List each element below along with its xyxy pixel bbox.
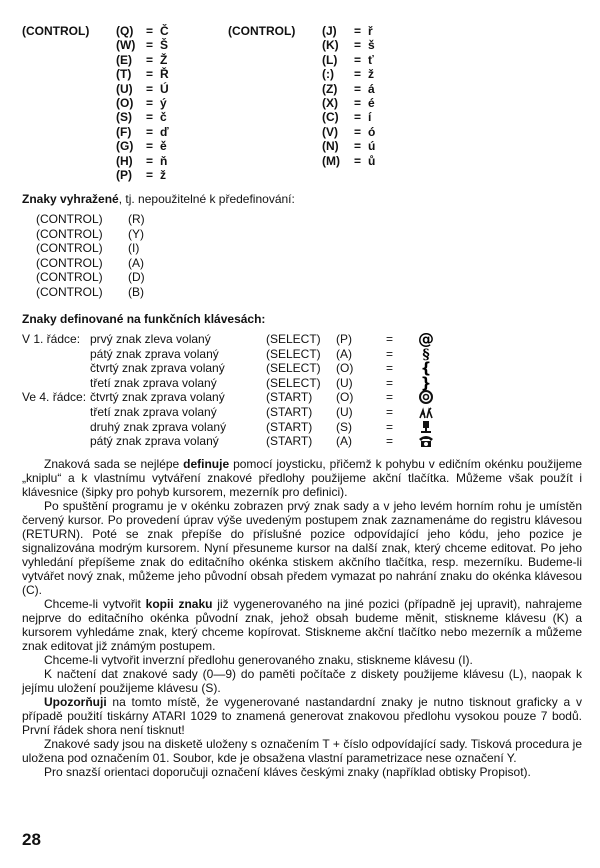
- key-code: (M): [322, 153, 340, 168]
- function-key: (START): [266, 390, 313, 405]
- control-label: (CONTROL): [22, 24, 90, 38]
- copyright-icon: [418, 389, 434, 405]
- equals-sign: =: [354, 139, 362, 154]
- mapped-char: ý: [160, 96, 167, 110]
- equals-sign: =: [386, 434, 394, 449]
- reserved-key: (B): [128, 285, 144, 299]
- equals-sign: =: [386, 361, 394, 376]
- reserved-heading-bold: Znaky vyhražené: [22, 192, 119, 206]
- equals-sign: =: [386, 332, 394, 346]
- key-code: (O): [116, 96, 134, 110]
- equals-sign: =: [354, 96, 362, 110]
- mapped-char: í: [368, 110, 372, 125]
- svg-text:@: @: [418, 331, 434, 347]
- function-key: (START): [266, 405, 313, 419]
- key-description: druhý znak zprava volaný: [90, 419, 227, 434]
- key-code: (N): [322, 139, 339, 154]
- page-number: 28: [22, 830, 41, 849]
- equals-sign: =: [146, 52, 154, 67]
- reserved-key: (A): [128, 255, 144, 270]
- reserved-control: (CONTROL): [36, 226, 103, 241]
- equals-sign: =: [354, 110, 362, 125]
- key-code: (G): [116, 139, 134, 154]
- key-code: (H): [116, 153, 133, 168]
- function-key: (START): [266, 419, 313, 434]
- equals-sign: =: [354, 38, 362, 53]
- svg-text:§: §: [422, 346, 430, 362]
- key-code: (X): [322, 96, 338, 110]
- key-code: (:): [322, 67, 334, 82]
- key-description: pátý znak zprava volaný: [90, 434, 219, 449]
- reserved-key: (Y): [128, 226, 144, 241]
- text-run: Znaková sada se nejlépe: [44, 457, 184, 471]
- text-run-bold: kopii znaku: [145, 597, 213, 611]
- paragraph: Chceme-li vytvořit inverzní předlohu generovaného znaku, stiskneme klávesu (I).: [44, 653, 473, 667]
- mapped-char: ž: [368, 67, 374, 82]
- key-code: (K): [322, 38, 339, 53]
- equals-sign: =: [386, 346, 394, 361]
- equals-sign: =: [146, 81, 154, 96]
- mapped-char: š: [368, 38, 375, 53]
- mapped-char: č: [160, 110, 167, 125]
- key-code: (P): [336, 332, 352, 346]
- paragraph: K načtení dat znakové sady (0—9) do paměti počítače z diskety použijeme klávesu (L), naopak k jejímu uložení použijeme klávesu (S).: [22, 667, 582, 695]
- equals-sign: =: [354, 153, 362, 168]
- equals-sign: =: [386, 419, 394, 434]
- svg-text:{: {: [420, 360, 432, 377]
- key-description: třetí znak zprava volaný: [90, 405, 217, 419]
- row-prefix: V 1. řádce:: [22, 332, 81, 346]
- key-code: (T): [116, 67, 132, 82]
- mapped-char: á: [368, 81, 375, 96]
- equals-sign: =: [146, 168, 154, 182]
- section-sign-icon: [418, 346, 434, 362]
- reserved-key: (D): [128, 270, 145, 285]
- mapped-char: ž: [160, 168, 166, 182]
- function-keys-heading: Znaky definované na funkčních klávesách:: [22, 312, 266, 326]
- control-label: (CONTROL): [228, 24, 296, 38]
- equals-sign: =: [354, 124, 362, 139]
- reserved-heading: [22, 192, 295, 206]
- equals-sign: =: [146, 139, 154, 154]
- key-code: (U): [336, 375, 353, 390]
- key-description: prvý znak zleva volaný: [90, 332, 211, 346]
- lamp-icon: [418, 419, 434, 435]
- paragraph: Pro snazší orientaci doporučuji označení kláves českými znaky (například obtisky Propisot).: [44, 765, 531, 779]
- equals-sign: =: [386, 390, 394, 405]
- mapped-char: ř: [368, 24, 373, 38]
- mapped-char: Ř: [160, 67, 169, 82]
- key-code: (E): [116, 52, 132, 67]
- key-code: (A): [336, 434, 352, 449]
- equals-sign: =: [386, 375, 394, 390]
- equals-sign: =: [146, 96, 154, 110]
- mapped-char: ů: [368, 153, 376, 168]
- mapped-char: Ž: [160, 52, 168, 67]
- text-run: Chceme-li vytvořit: [44, 597, 146, 611]
- paragraph: Po spuštění programu je v okénku zobrazen prvý znak sady a v jeho levém horním rohu je umístěn červený kursor. Po provedení úprav výše uvedeným postupem znak zaznamenáme do registru klávesou (RETURN). Poté se znak přepíše do příslušné pozice odpovídající jeho kódu, jeho pozice je signalizována modrým kursorem. Nyní přesuneme kursor na další znak, který chceme editovat. Po jeho vyhledání přepíšeme znak do editačního okénka stiskem akčního tlačítka, resp. mezerníku. Budeme-li vytvářet nový znak, můžeme jeho původní obsah předem vymazat po nahrání znaku do okénka klávesou (C).: [22, 499, 582, 597]
- reserved-control: (CONTROL): [36, 212, 103, 226]
- row-prefix: Ve 4. řádce:: [22, 390, 87, 405]
- body-text: [22, 457, 582, 779]
- paragraph: [22, 597, 582, 653]
- telephone-icon: [418, 433, 434, 449]
- paragraph: [22, 695, 582, 737]
- key-code: (O): [336, 390, 354, 405]
- key-code: (C): [322, 110, 339, 125]
- reserved-key: (I): [128, 241, 140, 256]
- mapped-char: Š: [160, 38, 169, 53]
- key-code: (F): [116, 124, 132, 139]
- mapped-char: ň: [160, 153, 168, 168]
- left-brace-icon: [418, 360, 434, 376]
- key-code: (L): [322, 52, 338, 67]
- reserved-control: (CONTROL): [36, 285, 103, 299]
- key-code: (W): [116, 38, 136, 53]
- paragraph: Znakové sady jsou na disketě uloženy s označením T + číslo odpovídající sady. Tisková procedura je uložena pod označením 01. Soubor, kde je obsažena vlastní parametrizace nese označení Y.: [22, 737, 582, 765]
- mapped-char: ú: [368, 139, 376, 154]
- equals-sign: =: [146, 24, 154, 38]
- key-code: (Q): [116, 24, 134, 38]
- key-code: (U): [116, 81, 133, 96]
- reserved-control: (CONTROL): [36, 270, 103, 285]
- mapped-char: ě: [160, 139, 167, 154]
- at-sign-icon: [418, 331, 434, 347]
- equals-sign: =: [354, 67, 362, 82]
- key-code: (S): [116, 110, 132, 125]
- mapped-char: ó: [368, 124, 376, 139]
- key-code: (V): [322, 124, 338, 139]
- mapped-char: Č: [160, 24, 169, 38]
- key-code: (O): [336, 361, 354, 376]
- equals-sign: =: [354, 52, 362, 67]
- text-run: již vygenerovaného na jiné pozici (případně jej upravit), nahrajeme nejprve do editačního okénka původní znak, jehož obsah budeme měnit, stiskneme klávesu (K) a kursorem vyhledáme znak, který chceme kopírovat. Stiskneme akční tlačítko nebo mezerník a můžeme znak editovat již známým postupem.: [22, 597, 583, 653]
- equals-sign: =: [386, 405, 394, 419]
- key-description: třetí znak zprava volaný: [90, 375, 217, 390]
- svg-text:}: }: [420, 374, 432, 391]
- function-key: (SELECT): [266, 375, 321, 390]
- equals-sign: =: [146, 110, 154, 125]
- equals-sign: =: [146, 153, 154, 168]
- equals-sign: =: [354, 81, 362, 96]
- text-run: pomocí joysticku, přičemž k pohybu v edičním okénku použijeme „kniplu“ a k vlastnímu vytváření znakové předlohy použijeme akční tlačítka. Můžeme však použít i klávesnice (šipky pro pohyb kursorem, mezerník pro definici).: [22, 457, 582, 499]
- function-key: (SELECT): [266, 361, 321, 376]
- key-description: čtvrtý znak zprava volaný: [90, 390, 225, 405]
- mapped-char: ť: [368, 52, 374, 67]
- key-code: (Z): [322, 81, 338, 96]
- equals-sign: =: [146, 38, 154, 53]
- reserved-heading-rest: , tj. nepoužitelné k předefinování:: [118, 192, 295, 206]
- key-code: (A): [336, 346, 352, 361]
- key-code: (U): [336, 405, 353, 419]
- key-description: čtvrtý znak zprava volaný: [90, 361, 225, 376]
- equals-sign: =: [354, 24, 362, 38]
- text-run: na tomto místě, že vygenerované nastandardní znaky je nutno tisknout graficky a v případě použití tiskárny ATARI 1029 to znamená generovat znakovou předlohu vysokou pouze 7 bodů. První řádek shora není tisknut!: [22, 695, 582, 737]
- reserved-control: (CONTROL): [36, 241, 103, 256]
- paragraph: [22, 457, 582, 499]
- key-code: (J): [322, 24, 337, 38]
- mapped-char: ď: [160, 124, 169, 139]
- key-code: (P): [116, 168, 132, 182]
- equals-sign: =: [146, 67, 154, 82]
- mapped-char: é: [368, 96, 375, 110]
- equals-sign: =: [146, 124, 154, 139]
- text-run-bold: definuje: [183, 457, 230, 471]
- mapped-char: Ú: [160, 81, 169, 96]
- right-brace-icon: [418, 375, 434, 391]
- key-description: pátý znak zprava volaný: [90, 346, 219, 361]
- function-key: (SELECT): [266, 346, 321, 361]
- reserved-control: (CONTROL): [36, 255, 103, 270]
- figures-icon: [418, 404, 434, 420]
- function-key: (SELECT): [266, 332, 321, 346]
- reserved-key: (R): [128, 212, 145, 226]
- text-run-bold: Upozorňuji: [44, 695, 107, 709]
- function-key: (START): [266, 434, 313, 449]
- key-code: (S): [336, 419, 352, 434]
